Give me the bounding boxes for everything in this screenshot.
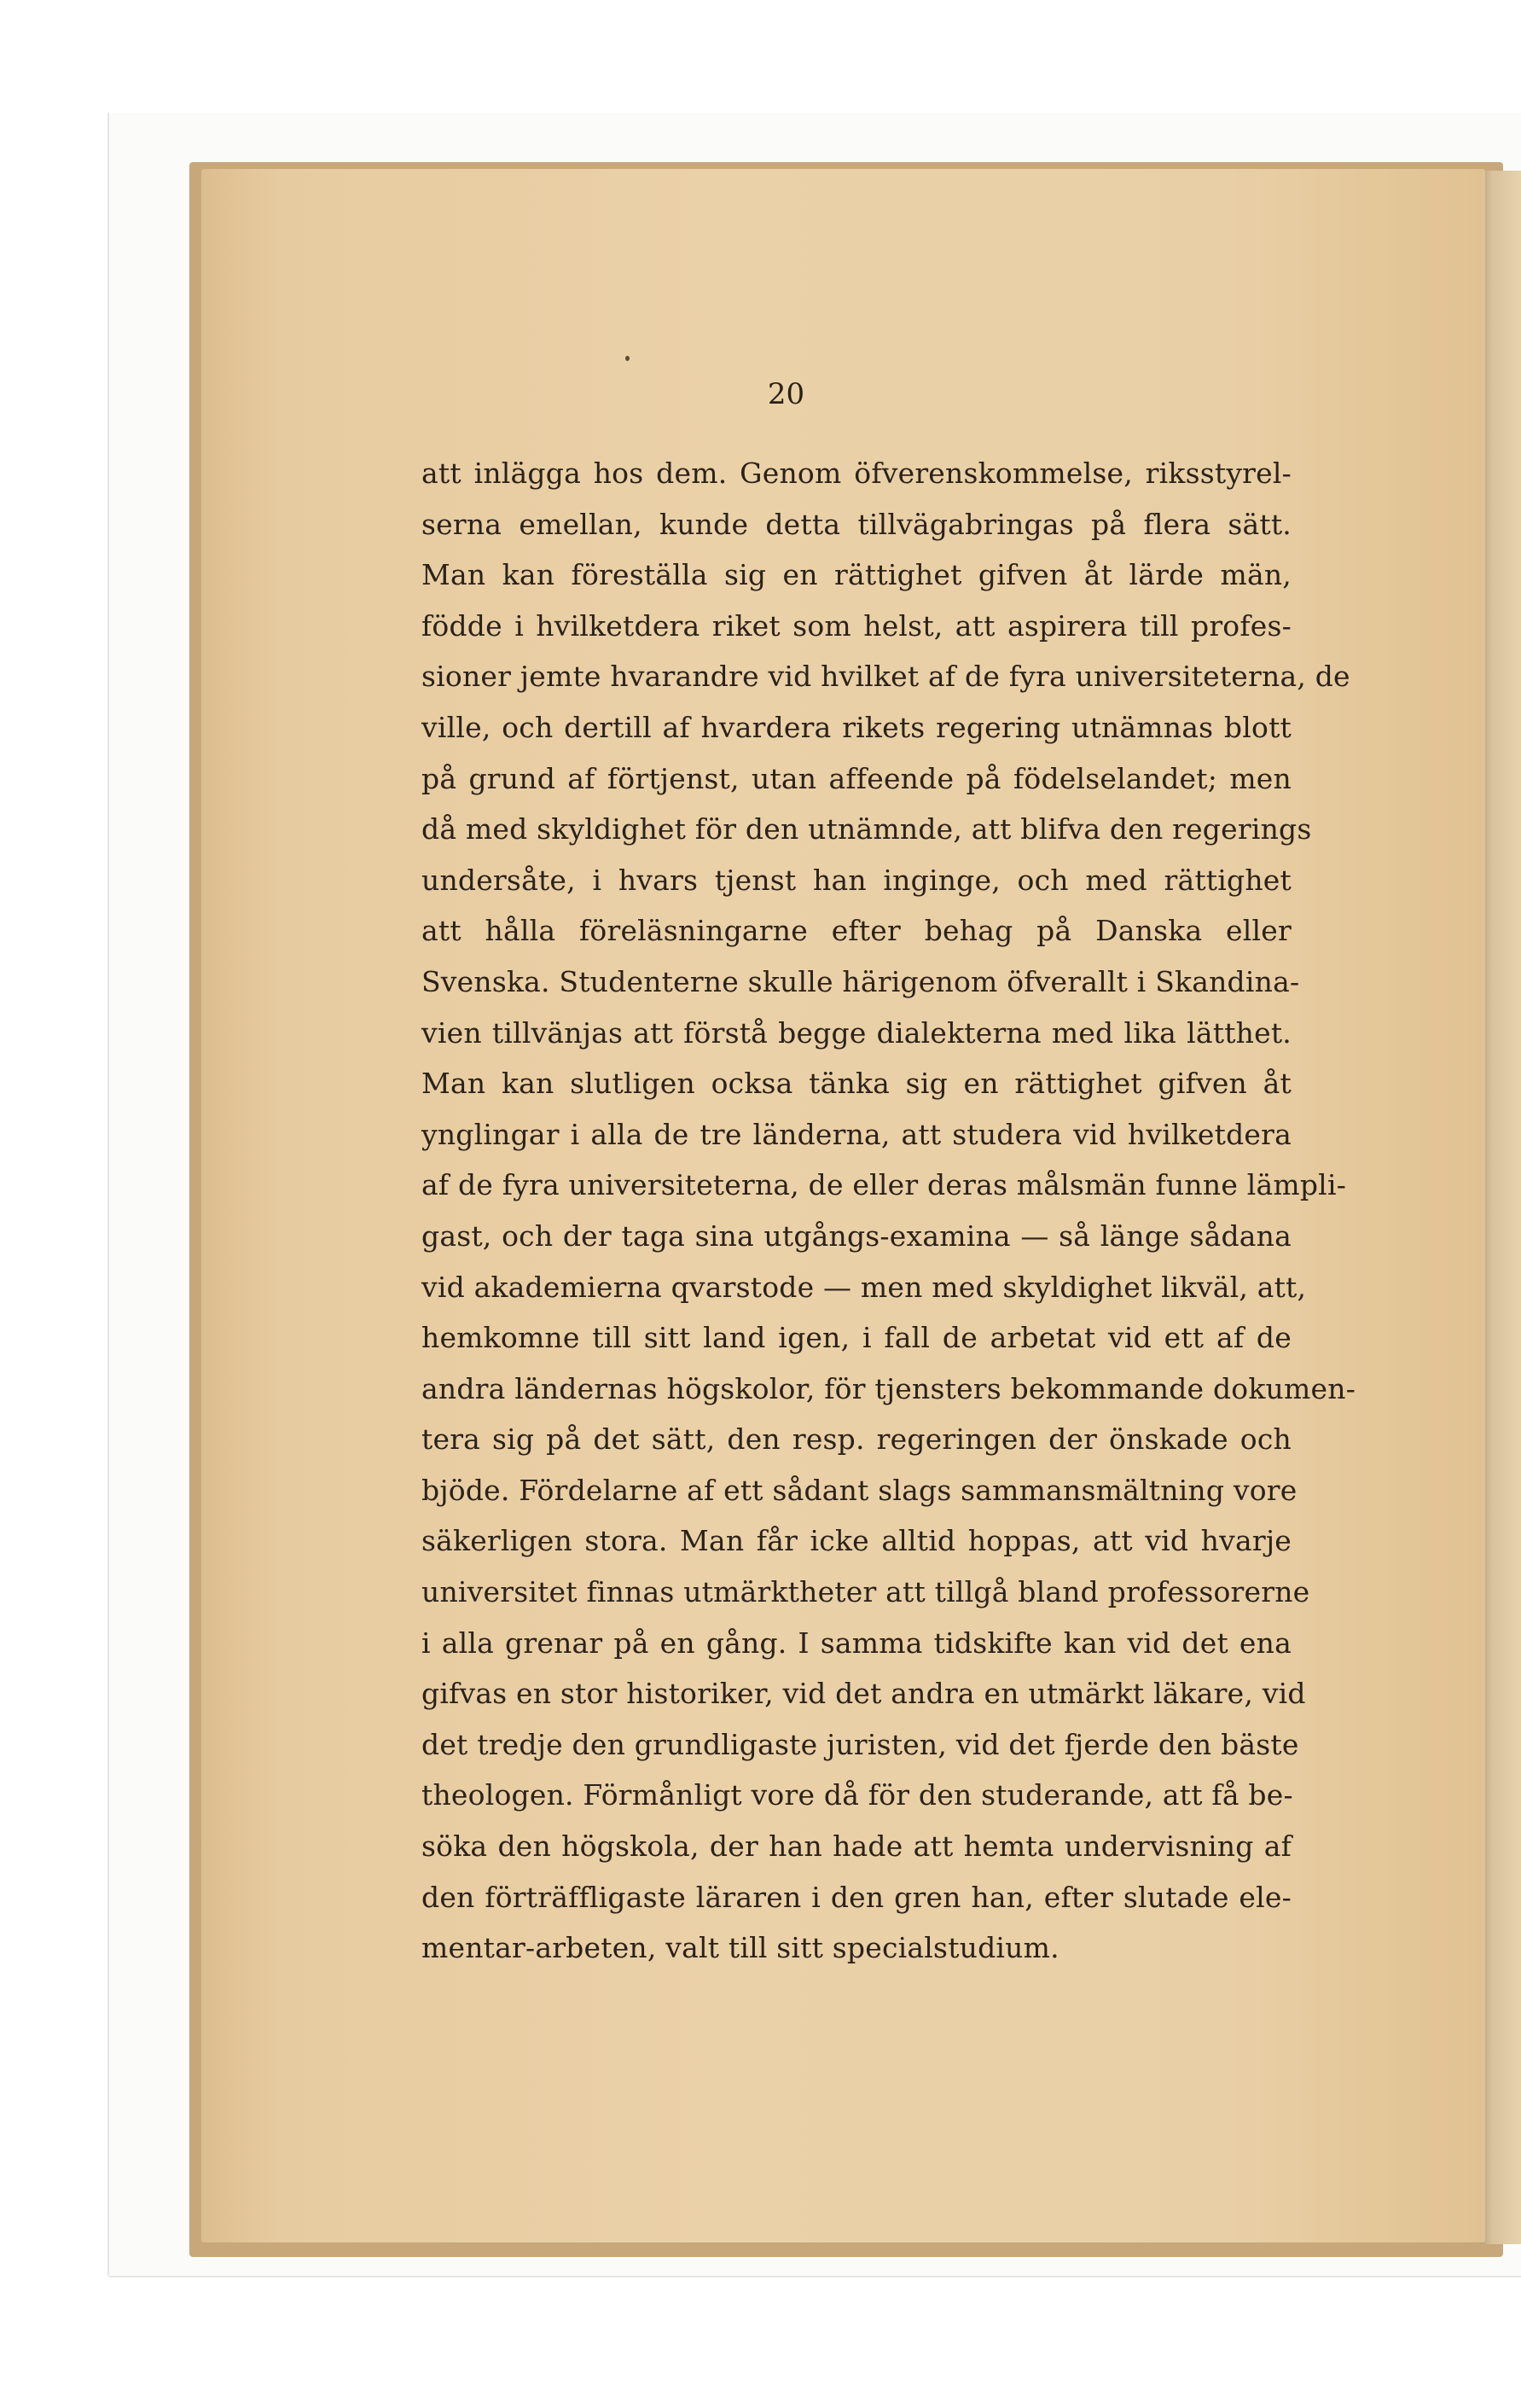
text-line: på grund af förtjenst, utan affeende på födelselandet; men: [421, 761, 1292, 795]
text-line: gast, och der taga sina utgångs-examina — så länge sådana: [421, 1219, 1292, 1253]
page-speck: [625, 356, 630, 361]
text-line: då med skyldighet för den utnämnde, att blifva den regerings: [421, 812, 1312, 846]
text-line: vien tillvänjas att förstå begge dialekterna med lika lätthet.: [421, 1015, 1292, 1050]
text-line: tera sig på det sätt, den resp. regeringen der önskade och: [421, 1422, 1292, 1457]
text-line: af de fyra universiteterna, de eller deras målsmän funne lämpli-: [421, 1168, 1347, 1202]
body-text: [421, 448, 1356, 1974]
text-line: mentar-arbeten, valt till sitt specialstudium.: [421, 1931, 1059, 1965]
text-line: Svenska. Studenterne skulle härigenom öfverallt i Skandina-: [421, 964, 1300, 998]
text-line: ville, och dertill af hvardera rikets regering utnämnas blott: [421, 710, 1292, 744]
text-line: theologen. Förmånligt vore då för den studerande, att få be-: [421, 1778, 1293, 1812]
text-line: i alla grenar på en gång. I samma tidskifte kan vid det ena: [421, 1626, 1292, 1660]
page-number: 20: [767, 377, 805, 411]
text-line: att hålla föreläsningarne efter behag på Danska eller: [421, 914, 1292, 948]
text-line: sioner jemte hvarandre vid hvilket af de fyra universiteterna, de: [421, 660, 1350, 694]
text-line: det tredje den grundligaste juristen, vid det fjerde den bäste: [421, 1727, 1299, 1761]
text-line: ynglingar i alla de tre länderna, att studera vid hvilketdera: [421, 1117, 1292, 1151]
text-line: att inlägga hos dem. Genom öfverenskommelse, riksstyrel-: [421, 457, 1292, 490]
text-line: gifvas en stor historiker, vid det andra en utmärkt läkare, vid: [421, 1677, 1306, 1711]
text-line: söka den högskola, der han hade att hemta undervisning af: [421, 1829, 1292, 1864]
text-line: Man kan slutligen ocksa tänka sig en rättighet gifven åt: [421, 1067, 1292, 1101]
text-line: andra ländernas högskolor, för tjensters bekommande dokumen-: [421, 1371, 1356, 1405]
text-line: säkerligen stora. Man får icke alltid hoppas, att vid hvarje: [421, 1524, 1292, 1558]
adjacent-page-edge: [1480, 171, 1521, 2244]
text-line: serna emellan, kunde detta tillvägabringas på flera sätt.: [421, 507, 1292, 541]
text-line: den förträffligaste läraren i den gren han, efter slutade ele-: [421, 1880, 1292, 1914]
text-line: födde i hvilketdera riket som helst, att aspirera till profes-: [421, 608, 1292, 643]
text-line: Man kan föreställa sig en rättighet gifven åt lärde män,: [421, 558, 1292, 592]
text-line: vid akademierna qvarstode — men med skyldighet likväl, att,: [421, 1270, 1307, 1304]
text-line: undersåte, i hvars tjenst han inginge, och med rättighet: [421, 863, 1292, 897]
text-line: hemkomne till sitt land igen, i fall de arbetat vid ett af de: [421, 1321, 1292, 1355]
text-line: universitet finnas utmärktheter att tillgå bland professorerne: [421, 1575, 1310, 1609]
text-line: bjöde. Fördelarne af ett sådant slags sammansmältning vore: [421, 1473, 1297, 1507]
